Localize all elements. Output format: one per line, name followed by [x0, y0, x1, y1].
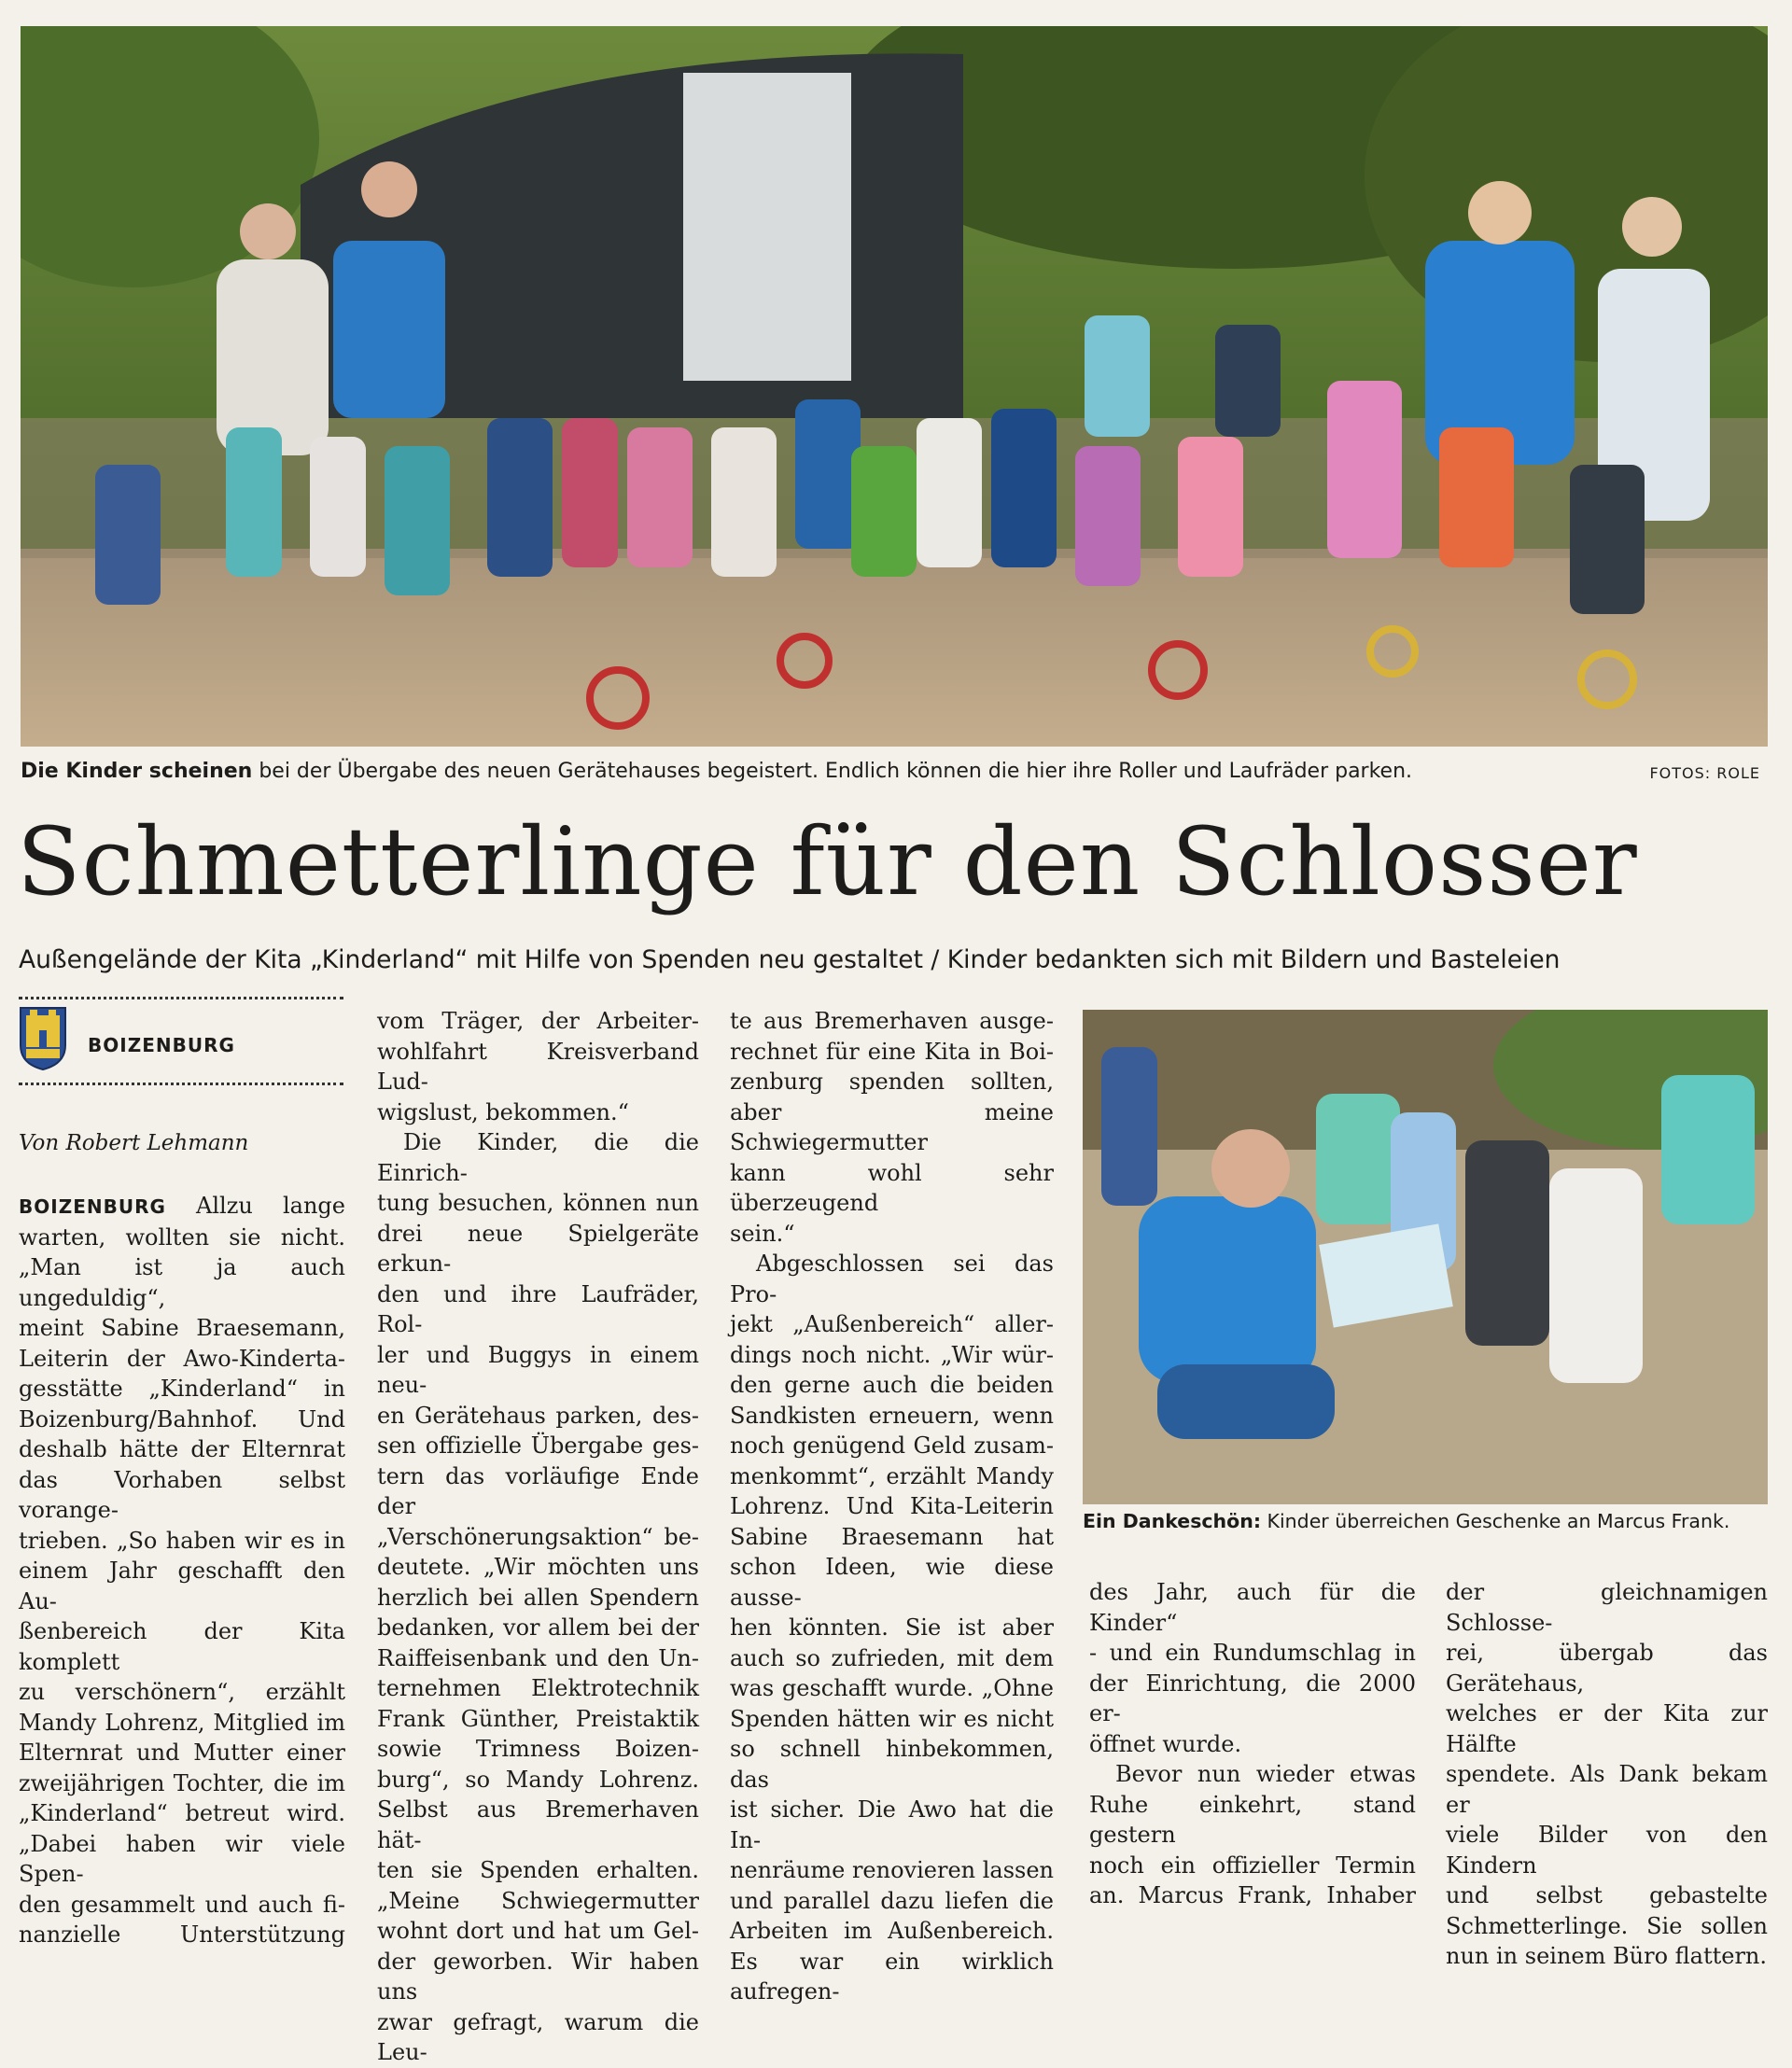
divider-top — [19, 997, 343, 999]
article-line: wohnt dort und hat um Gel- — [377, 1918, 699, 1944]
article-line: spendete. Als Dank bekam er — [1446, 1761, 1768, 1818]
article-line: ler und Buggys in einem neu- — [377, 1341, 699, 1398]
article-line: - und ein Rundumschlag in — [1089, 1640, 1416, 1666]
article-column-1 — [19, 1191, 345, 1950]
article-line: schon Ideen, wie diese ausse- — [730, 1554, 1054, 1611]
secondary-photo — [1083, 1010, 1768, 1504]
article-line: und selbst gebastelte — [1446, 1882, 1768, 1908]
city-crest-icon — [19, 1006, 67, 1071]
secondary-photo-caption — [1083, 1510, 1773, 1532]
article-column-3 — [730, 1006, 1054, 2007]
article-line: rechnet für eine Kita in Boi- — [730, 1038, 1054, 1065]
article-line: Elternrat und Mutter einer — [19, 1740, 345, 1766]
article-line: „Dabei haben wir viele Spen- — [19, 1830, 345, 1887]
article-line: sowie Trimness Boizen- — [377, 1736, 699, 1762]
article-line: zwar gefragt, warum die Leu- — [377, 2008, 699, 2065]
article-line: burg“, so Mandy Lohrenz. — [377, 1766, 699, 1793]
location-label: BOIZENBURG — [88, 1034, 235, 1056]
article-line: dings noch nicht. „Wir wür- — [730, 1341, 1054, 1368]
location-box — [19, 1006, 343, 1071]
article-line: vom Träger, der Arbeiter- — [377, 1008, 699, 1034]
article-line: zweijährigen Tochter, die im — [19, 1769, 345, 1796]
article-line: drei neue Spielgeräte erkun- — [377, 1220, 699, 1277]
article-line: den gesammelt und auch fi- — [19, 1891, 345, 1918]
article-line: deshalb hätte der Elternrat — [19, 1436, 345, 1462]
article-line: und parallel dazu liefen die — [730, 1887, 1054, 1914]
article-line: tern das vorläufige Ende der — [377, 1462, 699, 1519]
article-line: „Kinderland“ betreut wird. — [19, 1800, 345, 1826]
article-line: so schnell hinbekommen, das — [730, 1736, 1054, 1793]
article-line: viele Bilder von den Kindern — [1446, 1822, 1768, 1879]
article-line: zu verschönern“, erzählt — [19, 1679, 345, 1705]
main-photo-caption — [21, 758, 1768, 786]
article-line: den gerne auch die beiden — [730, 1372, 1054, 1398]
article-line: an. Marcus Frank, Inhaber — [1089, 1882, 1416, 1908]
article-line: wigslust, bekommen.“ — [377, 1098, 629, 1125]
article-line: trieben. „So haben wir es in — [19, 1527, 345, 1554]
caption-text: bei der Übergabe des neuen Gerätehauses begeistert. Endlich können die hier ihre Roller und Laufräder parken. — [252, 760, 1413, 783]
article-line: gesstätte „Kinderland“ in — [19, 1376, 345, 1402]
article-column-2 — [377, 1006, 699, 2068]
article-line: sein.“ — [730, 1220, 795, 1247]
article-line: Spenden hätten wir es nicht — [730, 1705, 1054, 1732]
article-line: welches er der Kita zur Hälfte — [1446, 1700, 1768, 1757]
article-line: der geworben. Wir haben uns — [377, 1948, 699, 2005]
article-column-5 — [1446, 1577, 1768, 1972]
article-line: „Man ist ja auch ungeduldig“, — [19, 1254, 345, 1311]
article-line: Arbeiten im Außenbereich. — [730, 1918, 1054, 1944]
article-line: tung besuchen, können nun — [377, 1190, 699, 1216]
article-line: was geschafft wurde. „Ohne — [730, 1675, 1054, 1701]
article-line: wohlfahrt Kreisverband Lud- — [377, 1038, 699, 1095]
article-line: jekt „Außenbereich“ aller- — [730, 1311, 1054, 1337]
article-line: öffnet wurde. — [1089, 1730, 1242, 1757]
article-line: Ruhe einkehrt, stand gestern — [1089, 1791, 1416, 1848]
byline: Von Robert Lehmann — [19, 1131, 249, 1155]
article-line: meint Sabine Braesemann, — [19, 1315, 345, 1341]
article-line: bedanken, vor allem bei der — [377, 1614, 699, 1641]
article-line: nun in seinem Büro flattern. — [1446, 1943, 1768, 1969]
article-line: Raiffeisenbank und den Un- — [377, 1644, 699, 1671]
article-line: einem Jahr geschafft den Au- — [19, 1558, 345, 1614]
article-line: auch so zufrieden, mit dem — [730, 1644, 1054, 1671]
article-line: ist sicher. Die Awo hat die In- — [730, 1796, 1054, 1853]
article-line: Lohrenz. Und Kita-Leiterin — [730, 1493, 1054, 1519]
article-line: Frank Günther, Preistaktik — [377, 1705, 699, 1732]
article-line: sen offizielle Übergabe ges- — [377, 1432, 699, 1459]
article-line: kann wohl sehr überzeugend — [730, 1159, 1054, 1216]
main-photo — [21, 26, 1768, 747]
article-line: Bevor nun wieder etwas — [1115, 1761, 1416, 1787]
caption-small-lead: Ein Dankeschön: — [1083, 1510, 1262, 1532]
article-line: te aus Bremerhaven ausge- — [730, 1008, 1054, 1034]
article-line: Sandkisten erneuern, wenn — [730, 1402, 1054, 1429]
article-line: hen könnten. Sie ist aber — [730, 1614, 1054, 1641]
article-line: Sabine Braesemann hat — [730, 1523, 1054, 1550]
article-line: der Einrichtung, die 2000 er- — [1089, 1670, 1416, 1726]
article-line: Leiterin der Awo-Kinderta- — [19, 1345, 345, 1372]
article-line: rei, übergab das Gerätehaus, — [1446, 1640, 1768, 1697]
article-line: Selbst aus Bremerhaven hät- — [377, 1796, 699, 1853]
article-line: Schmetterlinge. Sie sollen — [1446, 1912, 1768, 1939]
article-line: „Verschönerungsaktion“ be- — [377, 1523, 699, 1550]
divider-bottom — [19, 1083, 343, 1085]
article-line: noch genügend Geld zusam- — [730, 1432, 1054, 1459]
article-line: ternehmen Elektrotechnik — [377, 1675, 699, 1701]
article-line: des Jahr, auch für die Kinder“ — [1089, 1579, 1416, 1636]
photo-credit: FOTOS: ROLE — [1649, 764, 1760, 782]
caption-small-text: Kinder überreichen Geschenke an Marcus Frank. — [1261, 1510, 1730, 1532]
dateline: BOIZENBURG — [19, 1195, 166, 1218]
article-line: Abgeschlossen sei das Pro- — [730, 1251, 1054, 1307]
article-line: menkommt“, erzählt Mandy — [730, 1462, 1054, 1489]
article-line: den und ihre Laufräder, Rol- — [377, 1280, 699, 1337]
article-line: nanzielle Unterstützung — [19, 1921, 345, 1948]
article-line: Boizenburg/Bahnhof. Und — [19, 1405, 345, 1432]
article-line: Es war ein wirklich aufregen- — [730, 1948, 1054, 2005]
article-line: warten, wollten sie nicht. — [19, 1223, 345, 1251]
article-line: das Vorhaben selbst vorange- — [19, 1466, 345, 1523]
article-line: ten sie Spenden erhalten. — [377, 1857, 699, 1883]
caption-lead: Die Kinder scheinen — [21, 760, 253, 783]
article-line: herzlich bei allen Spendern — [377, 1584, 699, 1611]
article-line: deutete. „Wir möchten uns — [377, 1554, 699, 1580]
article-line: der gleichnamigen Schlosse- — [1446, 1579, 1768, 1636]
article-line: BOIZENBURG Allzu lange — [19, 1193, 345, 1219]
headline: Schmetterlinge für den Schlosser — [17, 807, 1638, 916]
article-column-4 — [1089, 1577, 1416, 1911]
article-line: noch ein offizieller Termin — [1089, 1851, 1416, 1879]
article-line: Mandy Lohrenz, Mitglied im — [19, 1709, 345, 1736]
article-line: Die Kinder, die die Einrich- — [377, 1129, 699, 1186]
article-line: nenräume renovieren lassen — [730, 1857, 1055, 1883]
article-line: ßenbereich der Kita komplett — [19, 1618, 345, 1675]
article-line: aber meine Schwiegermutter — [730, 1098, 1054, 1155]
article-line: en Gerätehaus parken, des- — [377, 1402, 699, 1429]
article-line: „Meine Schwiegermutter — [377, 1887, 699, 1914]
subheadline: Außengelände der Kita „Kinderland“ mit Hilfe von Spenden neu gestaltet / Kinder bedankten sich mit Bildern und Basteleien — [19, 945, 1561, 974]
article-line: zenburg spenden sollten, — [730, 1069, 1054, 1095]
